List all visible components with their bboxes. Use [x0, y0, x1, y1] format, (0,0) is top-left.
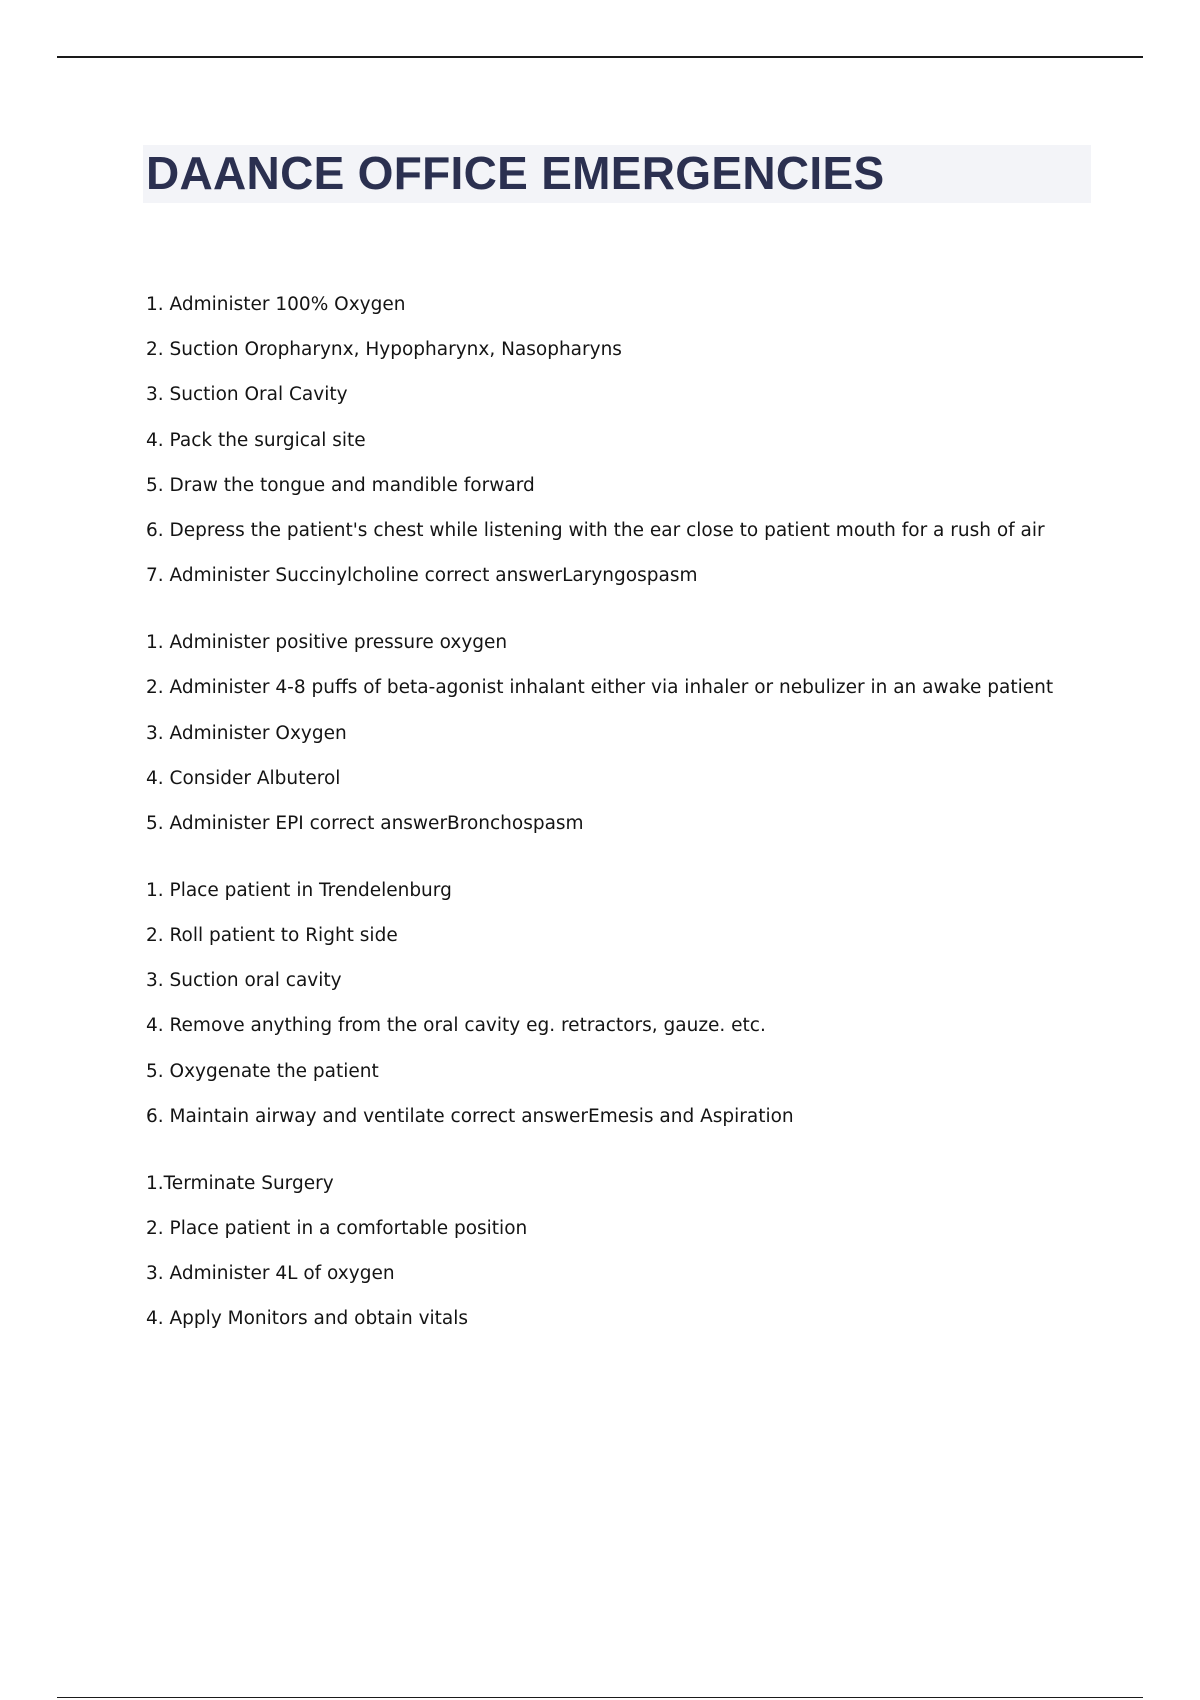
document-body: [146, 294, 1106, 1330]
laryngospasm-steps: [146, 294, 1106, 587]
header-rule: [57, 56, 1143, 58]
list-item: 3. Suction oral cavity: [146, 970, 342, 992]
terminate-surgery-steps: [146, 1173, 1106, 1331]
list-item: 3. Administer Oxygen: [146, 722, 347, 744]
footer-rule: [57, 1697, 1143, 1698]
list-item: 6. Depress the patient's chest while listening with the ear close to patient mouth for a rush of air: [146, 519, 1045, 541]
list-item: 3. Suction Oral Cavity: [146, 384, 348, 406]
list-item: 2. Roll patient to Right side: [146, 925, 398, 947]
list-item: 5. Administer EPI correct answerBronchospasm: [146, 812, 584, 834]
list-item: 7. Administer Succinylcholine correct answerLaryngospasm: [146, 565, 698, 587]
list-item: 6. Maintain airway and ventilate correct answerEmesis and Aspiration: [146, 1105, 794, 1127]
list-item: 2. Administer 4-8 puffs of beta-agonist inhalant either via inhaler or nebulizer in an awake patient: [146, 677, 1054, 699]
list-item: 1. Administer positive pressure oxygen: [146, 632, 508, 654]
list-item: 2. Suction Oropharynx, Hypopharynx, Nasopharyns: [146, 339, 622, 361]
list-item: 4. Pack the surgical site: [146, 429, 366, 451]
bronchospasm-steps: [146, 632, 1106, 835]
list-item: 5. Draw the tongue and mandible forward: [146, 474, 535, 496]
list-item: 1.Terminate Surgery: [146, 1172, 334, 1194]
list-item: 1. Place patient in Trendelenburg: [146, 879, 452, 901]
list-item: 4. Remove anything from the oral cavity eg. retractors, gauze. etc.: [146, 1015, 766, 1037]
list-item: 3. Administer 4L of oxygen: [146, 1263, 395, 1285]
list-item: 1. Administer 100% Oxygen: [146, 294, 406, 315]
list-item: 4. Consider Albuterol: [146, 767, 341, 789]
list-item: 4. Apply Monitors and obtain vitals: [146, 1308, 469, 1330]
page-title: DAANCE OFFICE EMERGENCIES: [146, 147, 885, 199]
list-item: 2. Place patient in a comfortable position: [146, 1218, 528, 1239]
emesis-aspiration-steps: [146, 880, 1106, 1128]
list-item: 5. Oxygenate the patient: [146, 1060, 379, 1082]
